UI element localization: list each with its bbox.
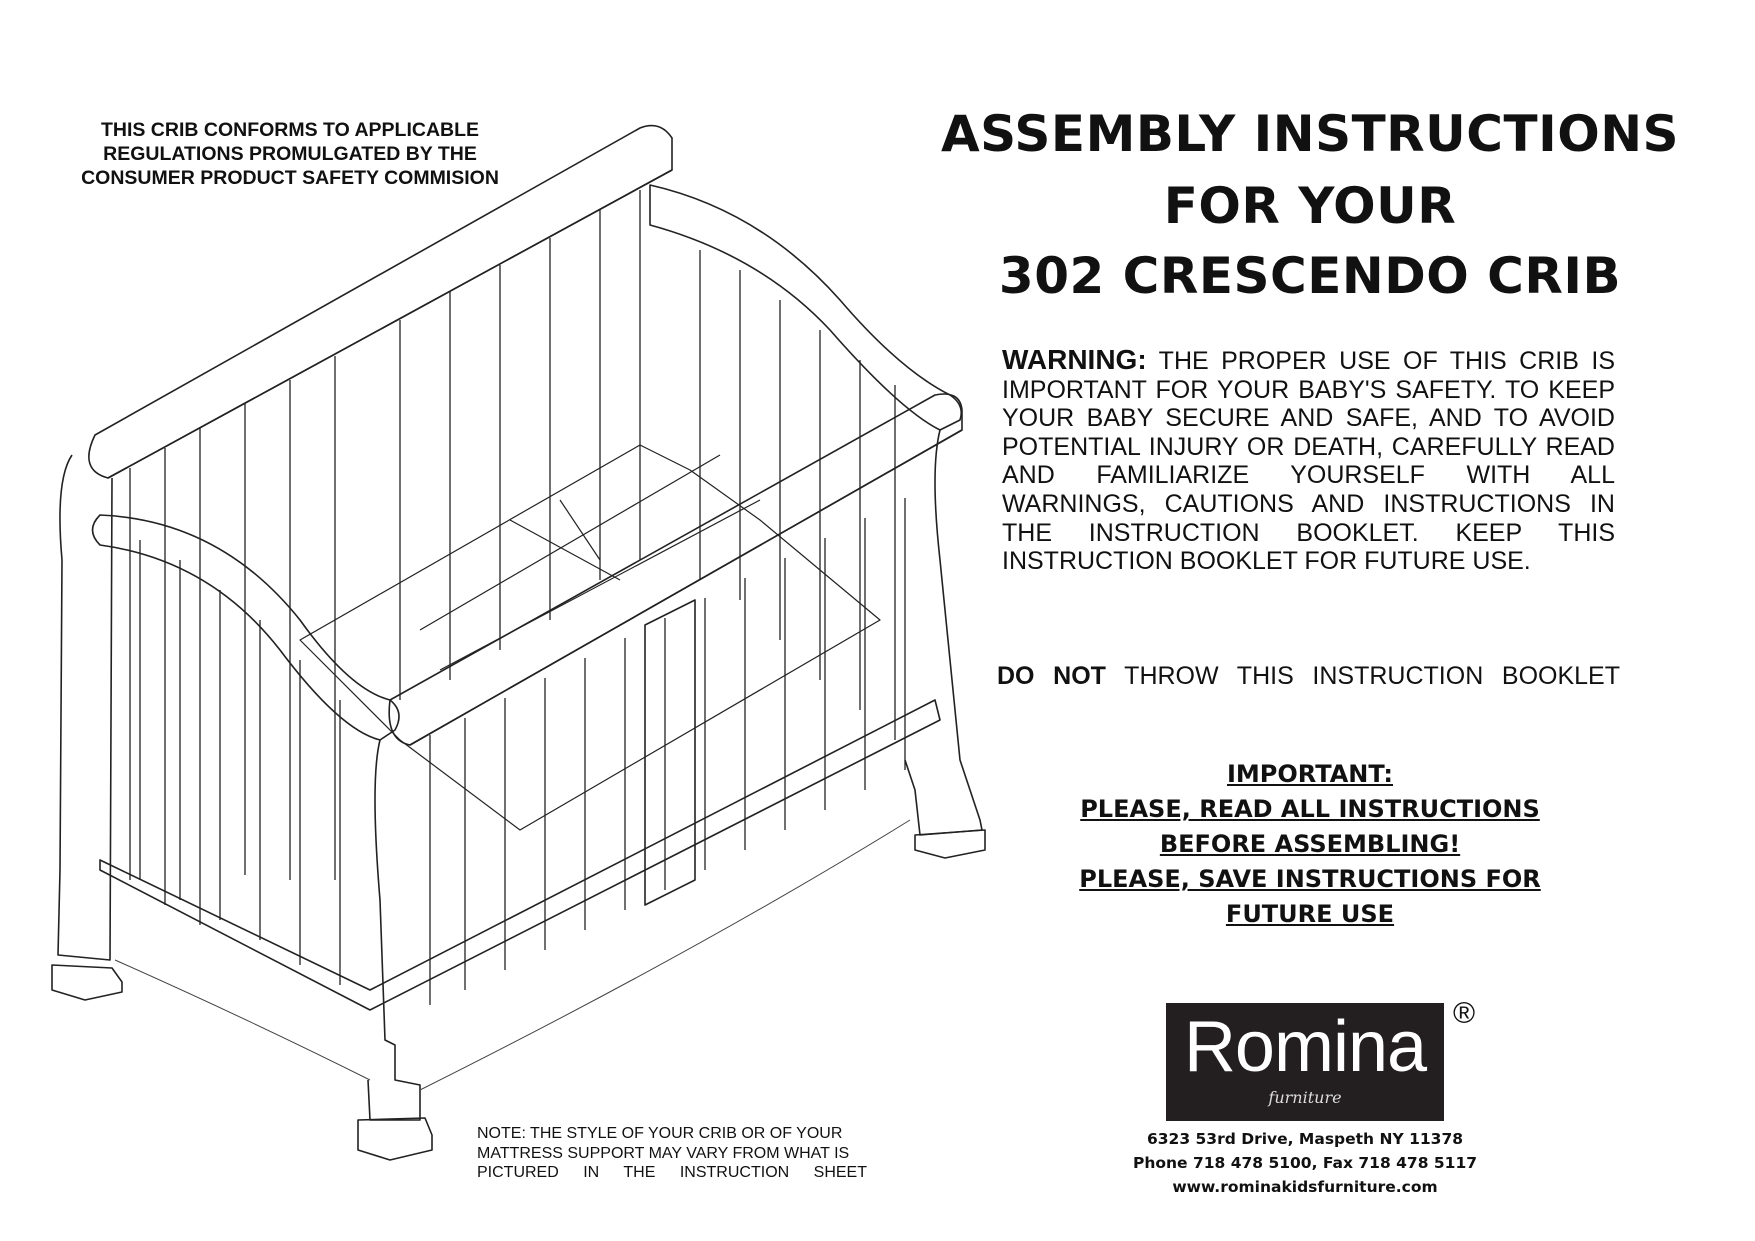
note-line: MATTRESS SUPPORT MAY VARY FROM WHAT IS (477, 1144, 850, 1162)
do-not-throw-notice (997, 662, 1620, 691)
warning-label: WARNING: (1002, 344, 1147, 375)
logo-name: Romina (1183, 1007, 1427, 1087)
conformity-line: THIS CRIB CONFORMS TO APPLICABLE (100, 119, 480, 141)
crib-front-bottom-rail (100, 700, 940, 1010)
conformity-line: REGULATIONS PROMULGATED BY THE (103, 143, 477, 165)
important-line: PLEASE, SAVE INSTRUCTIONS FOR (1079, 865, 1541, 893)
contact-phone-fax: Phone 718 478 5100, Fax 718 478 5117 (1132, 1154, 1478, 1172)
warning-text: THE PROPER USE OF THIS CRIB IS IMPORTANT FOR YOUR BABY'S SAFETY. TO KEEP YOUR BABY SECURE AND SAFE, AND TO AVOID POTENTIAL INJURY OR DEATH, CAREFULLY READ AND FAMILIARIZE YOURSELF WITH ALL WARNINGS, CAUTIONS AND INSTRUCTIONS IN THE INSTRUCTION BOOKLET. KEEP THIS INSTRUCTION BOOKLET FOR FUTURE USE. (1002, 347, 1615, 576)
do-not-label: DO NOT (997, 662, 1106, 690)
crib-back-left-post (58, 455, 112, 960)
title-line-3: 302 CRESCENDO CRIB (998, 247, 1622, 305)
important-line: BEFORE ASSEMBLING! (1159, 830, 1461, 858)
registered-mark: ® (1453, 997, 1476, 1030)
contact-website[interactable]: www.rominakidsfurniture.com (1172, 1178, 1438, 1196)
style-note (477, 1124, 867, 1183)
crib-front-top-rail (389, 394, 962, 745)
title-line-1: ASSEMBLY INSTRUCTIONS (940, 105, 1680, 163)
do-not-text: THROW THIS INSTRUCTION BOOKLET (1124, 662, 1621, 690)
note-line: PICTURED IN THE INSTRUCTION SHEET (477, 1164, 867, 1181)
logo-subtitle: furniture (1268, 1088, 1342, 1107)
crib-back-slats (130, 190, 640, 925)
crib-side-top-rail (650, 185, 961, 430)
crib-left-foot (52, 965, 122, 1000)
conformity-notice (55, 118, 525, 190)
crib-front-left-post (368, 740, 420, 1120)
important-line: PLEASE, READ ALL INSTRUCTIONS (1080, 795, 1540, 823)
note-line: NOTE: THE STYLE OF YOUR CRIB OR OF YOUR (477, 1125, 843, 1142)
crib-front-end-top-rail (93, 515, 400, 740)
conformity-line: CONSUMER PRODUCT SAFETY COMMISION (81, 167, 499, 189)
crib-right-back-foot (915, 830, 985, 858)
title-line-2: FOR YOUR (1163, 177, 1457, 235)
important-line: FUTURE USE (1225, 900, 1395, 928)
crib-front-left-foot (358, 1118, 432, 1160)
important-heading: IMPORTANT: (1226, 760, 1394, 788)
warning-paragraph (1002, 346, 1615, 576)
crib-right-back-post (905, 430, 982, 835)
contact-address: 6323 53rd Drive, Maspeth NY 11378 (1146, 1130, 1464, 1148)
